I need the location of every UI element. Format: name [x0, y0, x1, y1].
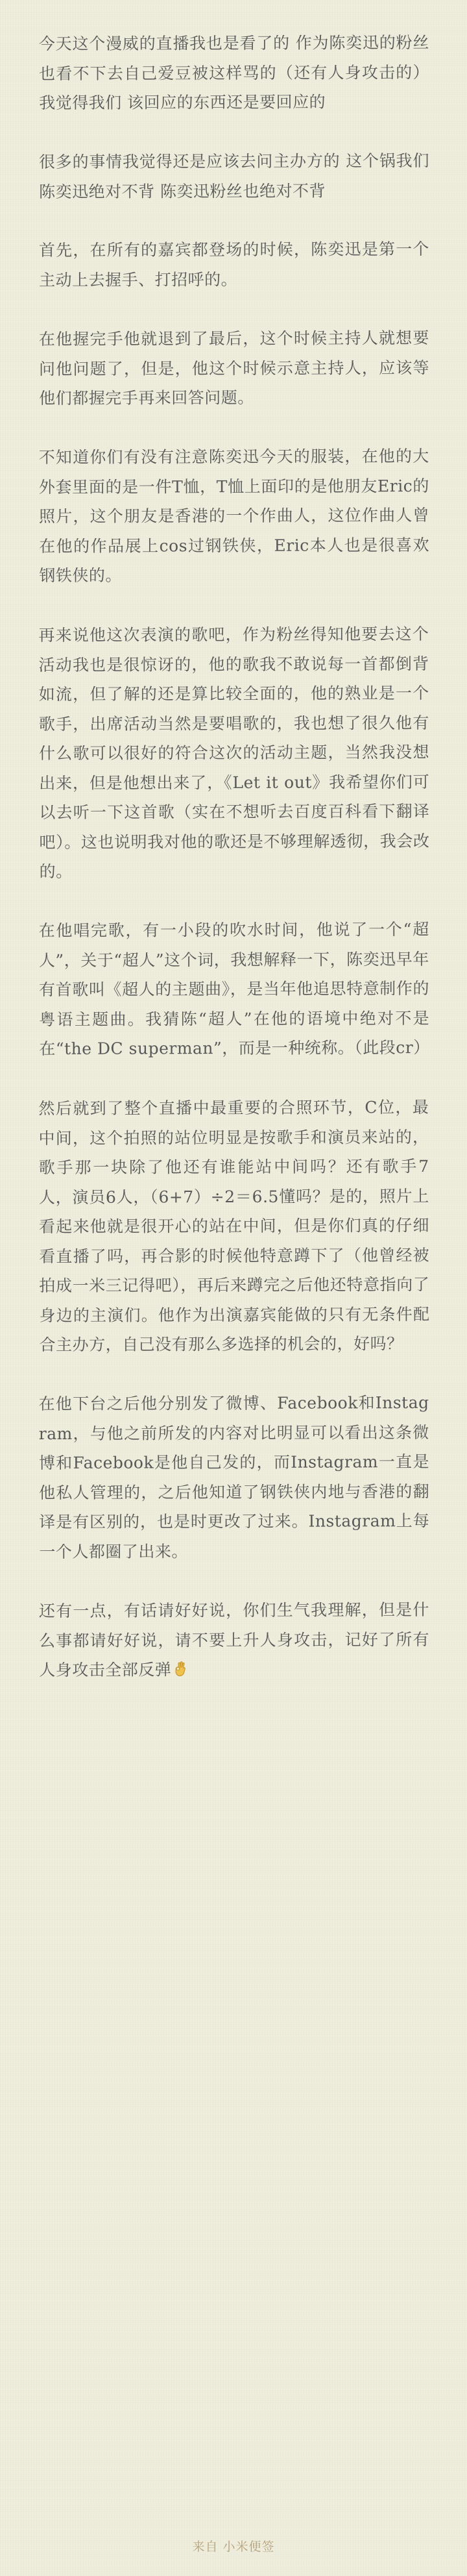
- note-paragraph-2: 很多的事情我觉得还是应该去问主办方的 这个锅我们陈奕迅绝对不背 陈奕迅粉丝也绝对不背: [38, 151, 429, 201]
- note-paragraph-3: 首先，在所有的嘉宾都登场的时候，陈奕迅是第一个主动上去握手、打招呼的。: [38, 239, 429, 290]
- note-paragraph-9: 在他下台之后他分别发了微博、Facebook和Instagram，与他之前所发的内容对比明显可以看出这条微博和Facebook是他自己发的，而Instagram一直是他私人管理的，之后他知道了钢铁侠内地与香港的翻译是有区别的，也是时更改了过来。Instagram上每一个人都圈了出来。: [38, 1393, 430, 1561]
- note-paragraph-5: 不知道你们有没有注意陈奕迅今天的服装，在他的大外套里面的是一件T恤，T恤上面印的是他朋友Eric的照片，这个朋友是香港的一个作曲人，这位作曲人曾在他的作品展上cos过钢铁侠，Eric本人也是很喜欢钢铁侠的。: [38, 446, 430, 586]
- ok-hand-icon: [173, 1660, 188, 1677]
- note-paragraph-10-text: 还有一点，有话请好好说，你们生气我理解，但是什么事都请好好说，请不要上升人身攻击，记好了所有人身攻击全部反弹: [38, 1600, 430, 1680]
- note-paragraph-4: 在他握完手他就退到了最后，这个时候主持人就想要问他问题了，但是，他这个时候示意主持人，应该等他们都握完手再来回答问题。: [38, 328, 430, 408]
- note-paragraph-7: 在他唱完歌，有一小段的吹水时间，他说了一个“超人”，关于“超人”这个词，我想解释一下，陈奕迅早年有首歌叫《超人的主题曲》，是当年他追思特意制作的粤语主题曲。我猜陈“超人”在他的语境中绝对不是在“the DC superman”，而是一种统称。（此段cr）: [38, 919, 430, 1059]
- signature-footer: 来自 小米便签: [192, 2540, 275, 2554]
- note-paragraph-10: [39, 1595, 429, 1685]
- note-paragraph-1: 今天这个漫威的直播我也是看了的 作为陈奕迅的粉丝也看不下去自己爱豆被这样骂的（还有人身攻击的） 我觉得我们 该回应的东西还是要回应的: [38, 32, 430, 113]
- note-paragraph-6: 再来说他这次表演的歌吧，作为粉丝得知他要去这个活动我也是很惊讶的，他的歌我不敢说每一首都倒背如流，但了解的还是算比较全面的，他的熟业是一个歌手，出席活动当然是要唱歌的，我也想了很久他有什么歌可以很好的符合这次的活动主题，当然我没想出来，但是他想出来了，《Let it out》我希望你们可以去听一下这首歌（实在不想听去百度百科看下翻译吧）。这也说明我对他的歌还是不够理解透彻，我会改的。: [38, 624, 430, 881]
- note-paragraph-8: 然后就到了整个直播中最重要的合照环节，C位，最中间，这个拍照的站位明显是按歌手和演员来站的，歌手那一块除了他还有谁能站中间吗？还有歌手7人，演员6人，（6+7）÷2＝6.5懂吗？是的，照片上看起来他就是很开心的站在中间，但是你们真的仔细看直播了吗，再合影的时候他特意蹲下了（他曾经被拍成一米三记得吧），再后来蹲完之后他还特意指向了身边的主演们。他作为出演嘉宾能做的只有无条件配合主办方，自己没有那么多选择的机会的，好吗？: [38, 1097, 430, 1354]
